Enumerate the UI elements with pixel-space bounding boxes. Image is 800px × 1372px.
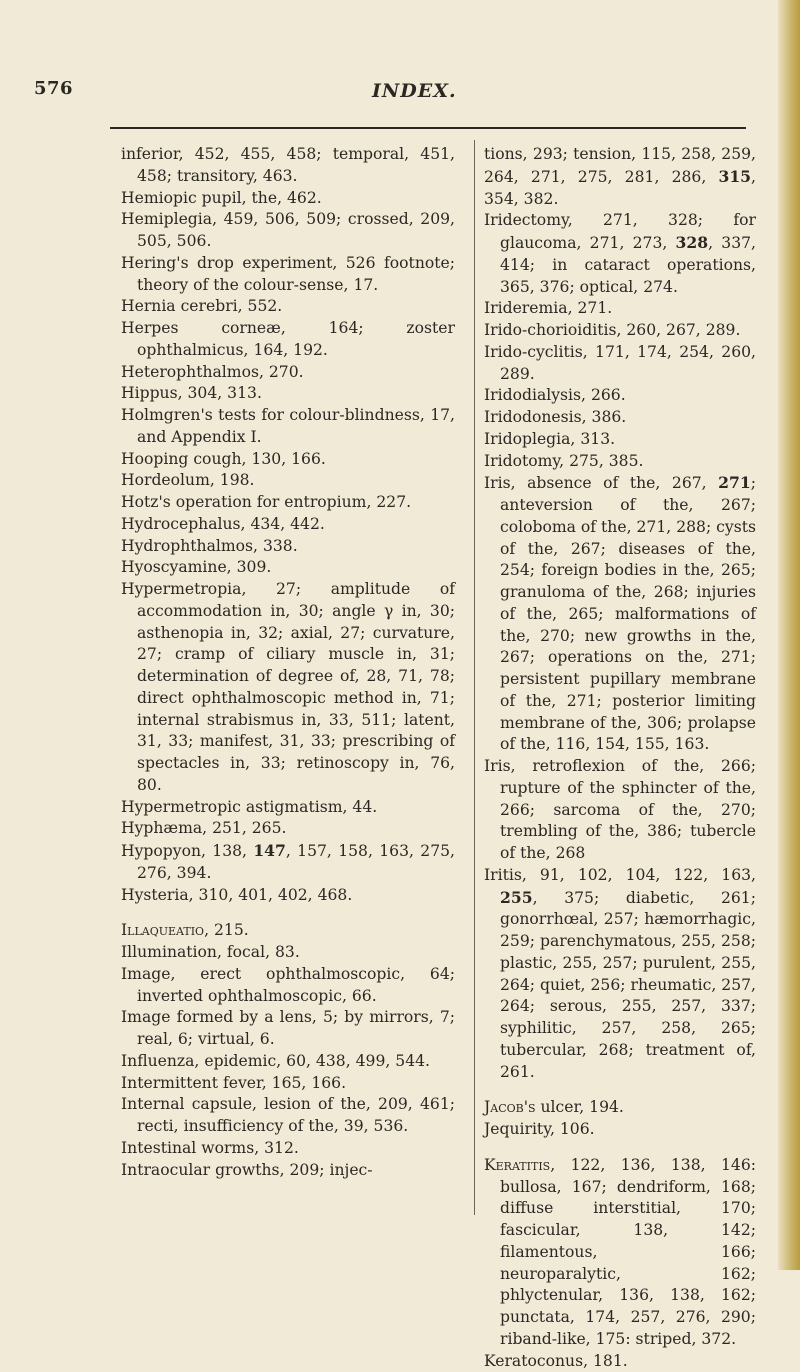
index-entry bbox=[484, 1097, 756, 1119]
entry-text: ulcer, 194. bbox=[536, 1098, 624, 1116]
principal-page-ref: 315 bbox=[718, 167, 751, 186]
column-divider bbox=[474, 140, 475, 1215]
index-entry: Hydrophthalmos, 338. bbox=[121, 536, 455, 558]
entry-text: , 157, 158, 163, 275, 276, 394. bbox=[137, 842, 455, 882]
page-edge bbox=[778, 0, 800, 1270]
index-entry: Intraocular growths, 209; injec- bbox=[121, 1160, 455, 1182]
index-entry: Irido-cyclitis, 171, 174, 254, 260, 289. bbox=[484, 342, 756, 386]
entry-heading-smallcaps: Jacob's bbox=[484, 1098, 536, 1116]
principal-page-ref: 271 bbox=[718, 473, 751, 492]
running-head: INDEX. bbox=[372, 80, 457, 102]
index-entry bbox=[484, 1155, 756, 1351]
index-entry: Image formed by a lens, 5; by mirrors, 7; real, 6; virtual, 6. bbox=[121, 1007, 455, 1051]
index-column-right bbox=[484, 144, 756, 1372]
index-entry: Hyphæma, 251, 265. bbox=[121, 818, 455, 840]
index-entry bbox=[484, 865, 756, 1084]
index-entry: Jequirity, 106. bbox=[484, 1119, 756, 1141]
index-entry: Hypermetropic astigmatism, 44. bbox=[121, 797, 455, 819]
entry-heading-smallcaps: Keratitis bbox=[484, 1156, 550, 1174]
index-entry: Hypermetropia, 27; amplitude of accommodation in, 30; angle γ in, 30; asthenopia in, 32; axial, 27; curvature, 27; cramp of ciliary muscle in, 31; determination of degree of, 28, 71, 78; direct ophthalmoscopic method in, 71; internal strabismus in, 33, 511; latent, 31, 33; manifest, 31, 33; prescribing of spectacles in, 33; retinoscopy in, 76, 80. bbox=[121, 579, 455, 797]
index-entry: Hooping cough, 130, 166. bbox=[121, 449, 455, 471]
index-entry: Influenza, epidemic, 60, 438, 499, 544. bbox=[121, 1051, 455, 1073]
index-entry: Hysteria, 310, 401, 402, 468. bbox=[121, 885, 455, 907]
entry-text: Iridectomy, 271, 328; for glaucoma, 271, 273, bbox=[484, 211, 756, 252]
index-entry: Herpes corneæ, 164; zoster ophthalmicus, 164, 192. bbox=[121, 318, 455, 362]
index-entry: Hemiplegia, 459, 506, 509; crossed, 209, 505, 506. bbox=[121, 209, 455, 253]
index-entry: Iridotomy, 275, 385. bbox=[484, 451, 756, 473]
index-entry: Heterophthalmos, 270. bbox=[121, 362, 455, 384]
index-entry: Hippus, 304, 313. bbox=[121, 383, 455, 405]
index-entry: Iridodialysis, 266. bbox=[484, 385, 756, 407]
index-entry: Holmgren's tests for colour-blindness, 17, and Appendix I. bbox=[121, 405, 455, 449]
principal-page-ref: 255 bbox=[500, 888, 533, 907]
page-number: 576 bbox=[34, 78, 73, 99]
entry-text: Iris, absence of the, 267, bbox=[484, 474, 718, 492]
index-entry: Internal capsule, lesion of the, 209, 461; recti, insufficiency of the, 39, 536. bbox=[121, 1094, 455, 1138]
index-entry: Iridodonesis, 386. bbox=[484, 407, 756, 429]
index-entry: inferior, 452, 455, 458; temporal, 451, 458; transitory, 463. bbox=[121, 144, 455, 188]
principal-page-ref: 328 bbox=[676, 233, 709, 252]
index-entry: Iris, retroflexion of the, 266; rupture of the sphincter of the, 266; sarcoma of the, 270; trembling of the, 386; tubercle of the, 268 bbox=[484, 756, 756, 865]
entry-text: Hypopyon, 138, bbox=[121, 842, 253, 860]
index-entry: Image, erect ophthalmoscopic, 64; inverted ophthalmoscopic, 66. bbox=[121, 964, 455, 1008]
entry-text: tions, 293; tension, 115, 258, 259, 264, 271, 275, 281, 286, bbox=[484, 145, 756, 186]
index-entry bbox=[121, 920, 455, 942]
entry-text: , 122, 136, 138, 146: bullosa, 167; dendriform, 168; diffuse interstitial, 170; fascicular, 138, 142; filamentous, 166; neuroparalytic, 162; phlyctenular, 136, 138, 162; punctata, 174, 257, 276, 290; riband-like, 175: striped, 372. bbox=[500, 1156, 756, 1348]
index-entry: Hydrocephalus, 434, 442. bbox=[121, 514, 455, 536]
index-entry: Hyoscyamine, 309. bbox=[121, 557, 455, 579]
index-entry: Irido-chorioiditis, 260, 267, 289. bbox=[484, 320, 756, 342]
entry-text: Iritis, 91, 102, 104, 122, 163, bbox=[484, 866, 756, 884]
index-entry: Hering's drop experiment, 526 footnote; theory of the colour-sense, 17. bbox=[121, 253, 455, 297]
index-entry: Intermittent fever, 165, 166. bbox=[121, 1073, 455, 1095]
index-entry bbox=[484, 144, 756, 210]
index-entry: Hemiopic pupil, the, 462. bbox=[121, 188, 455, 210]
entry-text: , 215. bbox=[204, 921, 249, 939]
entry-text: ; anteversion of the, 267; coloboma of the, 271, 288; cysts of the, 267; diseases of the, 254; foreign bodies in the, 265; granuloma of the, 268; injuries of the, 265; malformations of the, 270; new growths in the, 267; operations on the, 271; persistent pupillary membrane of the, 271; posterior limiting membrane of the, 306; prolapse of the, 116, 154, 155, 163. bbox=[500, 474, 756, 753]
index-entry: Iridoplegia, 313. bbox=[484, 429, 756, 451]
index-entry: Hordeolum, 198. bbox=[121, 470, 455, 492]
index-entry bbox=[121, 840, 455, 885]
entry-text: , 375; diabetic, 261; gonorrhœal, 257; hæmorrhagic, 259; parenchymatous, 255, 258; plastic, 255, 257; purulent, 255, 264; quiet, 256; rheumatic, 257, 264; serous, 255, 257, 337; syphilitic, 257, 258, 265; tubercular, 268; treatment of, 261. bbox=[500, 889, 756, 1081]
index-entry bbox=[484, 472, 756, 756]
index-entry: Keratoconus, 181. bbox=[484, 1351, 756, 1372]
index-entry: Hotz's operation for entropium, 227. bbox=[121, 492, 455, 514]
index-column-left bbox=[121, 144, 455, 1181]
principal-page-ref: 147 bbox=[253, 841, 286, 860]
index-entry: Intestinal worms, 312. bbox=[121, 1138, 455, 1160]
index-entry: Hernia cerebri, 552. bbox=[121, 296, 455, 318]
index-entry: Illumination, focal, 83. bbox=[121, 942, 455, 964]
header-rule bbox=[110, 127, 746, 129]
index-entry: Irideremia, 271. bbox=[484, 298, 756, 320]
entry-text: , 337, 414; in cataract operations, 365, 376; optical, 274. bbox=[500, 234, 756, 296]
index-entry bbox=[484, 210, 756, 298]
entry-text: , 354, 382. bbox=[484, 168, 756, 208]
entry-heading-smallcaps: Illaqueatio bbox=[121, 921, 204, 939]
